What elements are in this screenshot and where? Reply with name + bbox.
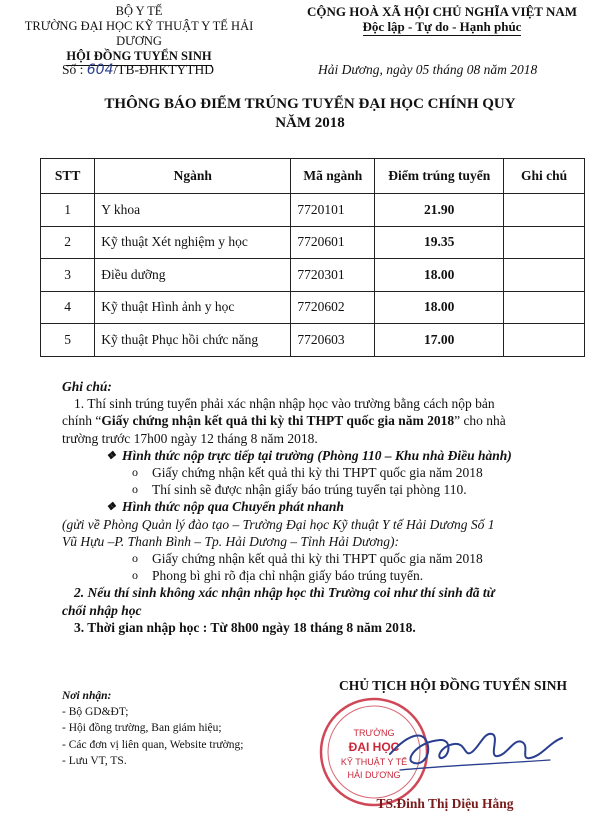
document-reference <box>62 62 214 78</box>
issue-date: Hải Dương, ngày 05 tháng 08 năm 2018 <box>318 62 538 77</box>
method-express-item-1: o Giấy chứng nhận kết quả thi kỳ thi THPT quốc gia năm 2018 <box>62 550 582 567</box>
recipients-heading: Nơi nhận: <box>62 690 112 702</box>
cell-note <box>504 291 585 324</box>
national-block <box>292 4 592 36</box>
note-1-line-3: trường trước 17h00 ngày 12 tháng 8 năm 2018. <box>62 430 318 446</box>
table-row <box>41 194 585 227</box>
cell-major: Kỹ thuật Phục hồi chức năng <box>95 324 291 357</box>
ministry-name: BỘ Y TẾ <box>115 4 163 18</box>
col-header-score: Điểm trúng tuyển <box>375 159 504 194</box>
col-header-major: Ngành <box>95 159 291 194</box>
col-header-code: Mã ngành <box>291 159 375 194</box>
cell-score: 18.00 <box>375 291 504 324</box>
method-express-item-2: o Phong bì ghi rõ địa chỉ nhận giấy báo trúng tuyển. <box>62 567 582 584</box>
cell-stt: 4 <box>41 291 95 324</box>
chair-title: CHỦ TỊCH HỘI ĐỒNG TUYỂN SINH <box>339 678 567 693</box>
signer-name: TS.Đinh Thị Diệu Hằng <box>376 796 514 811</box>
table-row <box>41 259 585 292</box>
cell-code: 7720301 <box>291 259 375 292</box>
notes-section <box>62 378 582 636</box>
method-in-person: ❖ Hình thức nộp trực tiếp tại trường (Phòng 110 – Khu nhà Điều hành) <box>62 447 582 464</box>
cell-major: Điều dưỡng <box>95 259 291 292</box>
title-line-1: THÔNG BÁO ĐIỂM TRÚNG TUYỂN ĐẠI HỌC CHÍNH QUY <box>104 96 516 112</box>
note-2-line-2: chối nhập học <box>62 602 142 618</box>
seal-text-4: HẢI DƯƠNG <box>347 770 401 780</box>
note-1-document-name: Giấy chứng nhận kết quả thi kỳ thi THPT quốc gia năm 2018 <box>101 413 455 429</box>
note-1-pre: chính “ <box>62 413 102 429</box>
mailing-address-line-1: (gửi về Phòng Quản lý đào tạo – Trường Đại học Kỹ thuật Y tế Hải Dương Số 1 <box>62 516 495 532</box>
cell-code: 7720602 <box>291 291 375 324</box>
cell-stt: 1 <box>41 194 95 227</box>
cell-code: 7720101 <box>291 194 375 227</box>
national-motto: Độc lập - Tự do - Hạnh phúc <box>362 19 522 34</box>
note-1-line-2 <box>62 412 582 429</box>
note-1-post: ” cho nhà <box>454 413 506 429</box>
cell-note <box>504 226 585 259</box>
recipients-block <box>62 688 243 769</box>
method-in-person-item-2: o Thí sinh sẽ được nhận giấy báo trúng tuyển tại phòng 110. <box>62 481 582 498</box>
ref-suffix: /TB-ĐHKTYTHD <box>113 62 214 77</box>
table-header-row <box>41 159 585 194</box>
document-title <box>40 95 580 133</box>
seal-text-1: TRƯỜNG <box>353 728 395 738</box>
ref-prefix: Số : <box>62 62 87 77</box>
cell-stt: 2 <box>41 226 95 259</box>
method-express-mail: ❖ Hình thức nộp qua Chuyển phát nhanh <box>62 498 582 515</box>
method-in-person-item-1: o Giấy chứng nhận kết quả thi kỳ thi THPT quốc gia năm 2018 <box>62 464 582 481</box>
title-line-2: NĂM 2018 <box>275 115 345 131</box>
issuer-block <box>8 4 270 66</box>
cell-note <box>504 194 585 227</box>
recipient-item: - Lưu VT, TS. <box>62 754 127 767</box>
school-name: TRƯỜNG ĐẠI HỌC KỸ THUẬT Y TẾ HẢI DƯƠNG <box>24 19 254 48</box>
col-header-stt: STT <box>41 159 95 194</box>
note-1-line-1: 1. Thí sinh trúng tuyển phải xác nhận nhập học vào trường bằng cách nộp bản <box>74 396 495 412</box>
council-name: HỘI ĐỒNG TUYỂN SINH <box>66 49 211 66</box>
cell-score: 19.35 <box>375 226 504 259</box>
cell-code: 7720601 <box>291 226 375 259</box>
handwritten-signature-icon <box>380 712 570 782</box>
cell-major: Kỹ thuật Hình ảnh y học <box>95 291 291 324</box>
recipient-item: - Hội đồng trường, Ban giám hiệu; <box>62 722 222 735</box>
admission-score-table <box>40 158 585 357</box>
recipient-item: - Các đơn vị liên quan, Website trường; <box>62 738 244 751</box>
cell-stt: 5 <box>41 324 95 357</box>
table-row <box>41 226 585 259</box>
note-3: 3. Thời gian nhập học : Từ 8h00 ngày 18 tháng 8 năm 2018. <box>74 619 416 635</box>
cell-major: Y khoa <box>95 194 291 227</box>
cell-score: 18.00 <box>375 259 504 292</box>
recipient-item: - Bộ GD&ĐT; <box>62 706 129 719</box>
cell-major: Kỹ thuật Xét nghiệm y học <box>95 226 291 259</box>
col-header-note: Ghi chú <box>504 159 585 194</box>
nation-name: CỘNG HOÀ XÃ HỘI CHỦ NGHĨA VIỆT NAM <box>306 4 578 19</box>
seal-text-2: ĐẠI HỌC <box>348 740 400 754</box>
cell-score: 21.90 <box>375 194 504 227</box>
cell-note <box>504 259 585 292</box>
seal-text-3: KỸ THUẬT Y TẾ <box>340 757 408 767</box>
table-row <box>41 324 585 357</box>
note-2-line-1: 2. Nếu thí sinh không xác nhận nhập học thì Trường coi như thí sinh đã từ <box>74 585 495 601</box>
mailing-address-line-2: Vũ Hựu –P. Thanh Bình – Tp. Hải Dương – Tỉnh Hải Dương): <box>62 533 400 549</box>
ref-number: 604 <box>86 62 114 78</box>
cell-score: 17.00 <box>375 324 504 357</box>
cell-code: 7720603 <box>291 324 375 357</box>
cell-note <box>504 324 585 357</box>
cell-stt: 3 <box>41 259 95 292</box>
notes-heading: Ghi chú: <box>62 379 112 394</box>
table-row <box>41 291 585 324</box>
